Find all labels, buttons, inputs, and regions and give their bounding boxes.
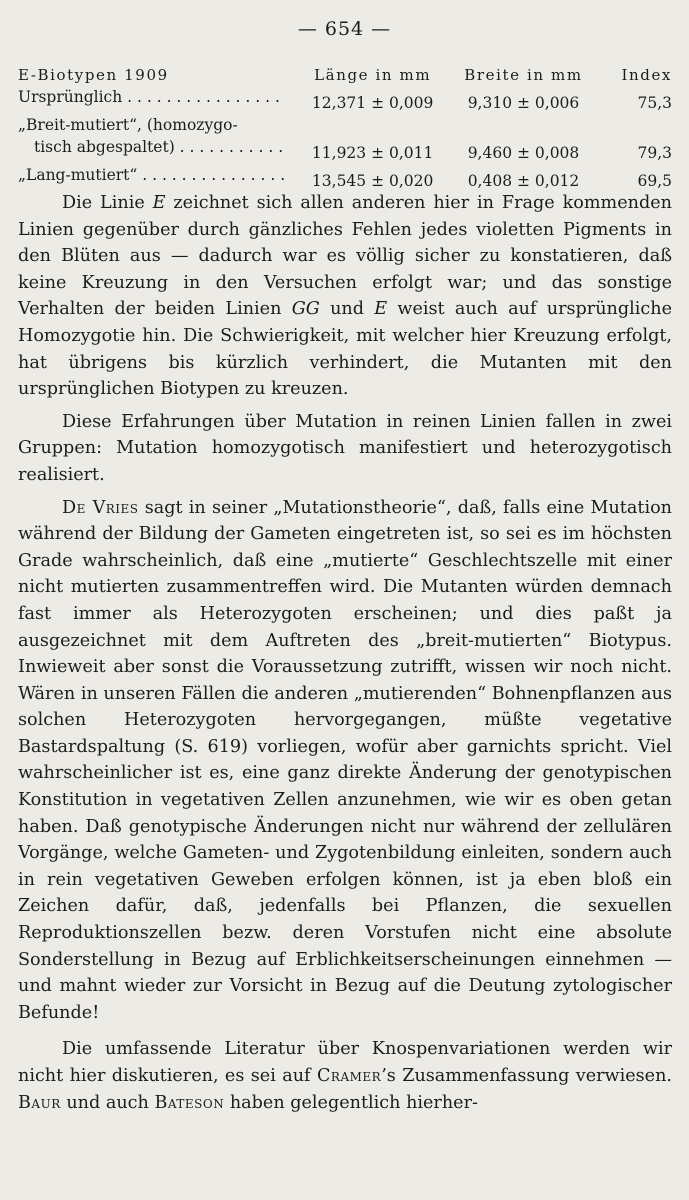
paragraph-3: De Vries sagt in seiner „Mutationstheorie“, daß, falls eine Mutation während der Bildung der Gameten eingetreten ist, so sei es im höchsten Grade wahrscheinlich, daß eine „mutierte“ Geschlechtszelle mit einer nicht mutierten zusammentreffen wird. Die Mutanten würden demnach fast immer als Heterozygoten erscheinen; und dies paßt ja ausgezeichnet mit dem Auftreten des „breit-mutierten“ Biotypus. Inwieweit aber sonst die Voraussetzung zutrifft, wissen wir noch nicht. Wären in unseren Fällen die anderen „mutierenden“ Bohnenpflanzen aus solchen Heterozygoten hervorgegangen, müßte vegetative Bastardspaltung (S. 619) vorliegen, wofür aber garnichts spricht. Viel wahrscheinlicher ist es, eine ganz direkte Änderung der genotypischen Konstitution in vegetativen Zellen anzunehmen, wie wir es oben getan haben. Daß genotypische Änderungen nicht nur während der zellulären Vorgänge, welche Gameten- und Zygotenbildung einleiten, sondern auch in rein vegetativen Geweben erfolgen können, ist ja eben bloß ein Zeichen dafür, daß, jedenfalls bei Pflanzen, die sexuellen Reproduktionszellen bezw. deren Vorstufen nicht eine absolute Sonderstellung in Bezug auf Erblichkeitserscheinungen einnehmen — und mahnt wieder zur Vorsicht in Bezug auf die Deutung zytologischer Befunde!: [18, 497, 672, 1023]
row-width: 9,460 ± 0,008: [467, 144, 580, 162]
author-name: Bateson: [154, 1092, 225, 1113]
author-name: Cramer: [316, 1066, 382, 1086]
paragraph-4: Die umfassende Literatur über Knospenvariationen werden wir nicht hier diskutieren, es sei auf Cramer’s Zusammenfassung verwiesen. Baur und auch Bateson haben gelegentlich hierher-: [18, 1039, 672, 1113]
table-header-row: [18, 64, 672, 86]
header-index: Index: [621, 66, 672, 84]
author-name: De Vries: [62, 497, 139, 518]
row-index: 79,3: [637, 144, 672, 162]
row-length: 11,923 ± 0,011: [311, 144, 434, 162]
paragraph-1: Die Linie E zeichnet sich allen anderen hier in Frage kommenden Linien gegenüber durch gänzliches Fehlen jedes violetten Pigments in den Blüten aus — dadurch war es völlig sicher zu konstatieren, daß keine Kreuzung in den Versuchen erfolgt war; und das sonstige Verhalten der beiden Linien GG und E weist auch auf ursprüngliche Homozygotie hin. Die Schwierigkeit, mit welcher hier Kreuzung erfolgt, hat übrigens bis kürzlich verhindert, die Mutanten mit den ursprünglichen Biotypen zu kreuzen.: [18, 193, 672, 400]
table-row-continuation: [18, 114, 672, 136]
author-name: Baur: [18, 1092, 61, 1113]
row-index: 75,3: [637, 94, 672, 112]
row-index: 69,5: [637, 172, 672, 190]
row-length: 12,371 ± 0,009: [311, 94, 434, 112]
row-width: 0,408 ± 0,012: [467, 172, 580, 190]
table-row: [18, 164, 672, 192]
row-width: 9,310 ± 0,006: [467, 94, 580, 112]
body-text: [18, 190, 672, 1122]
row-label-line2: tisch abgespaltet) . . .: [18, 136, 300, 164]
header-length: Länge in mm: [314, 66, 432, 84]
table-row: [18, 86, 672, 114]
row-label: „Lang-mutiert“ . . .: [18, 164, 300, 192]
page-number: — 654 —: [297, 18, 392, 40]
header-biotypes: E-Biotypen 1909: [18, 66, 169, 84]
row-length: 13,545 ± 0,020: [311, 172, 434, 190]
header-width: Breite in mm: [464, 66, 583, 84]
table-row: [18, 136, 672, 164]
row-label-line1: „Breit-mutiert“, (homozygo-: [18, 116, 238, 134]
paragraph-2: Diese Erfahrungen über Mutation in reinen Linien fallen in zwei Gruppen: Mutation homozygotisch manifestiert und heterozygotisch realisiert.: [18, 411, 672, 485]
biotype-table: [18, 64, 672, 192]
row-label: Ursprünglich . . .: [18, 86, 300, 114]
